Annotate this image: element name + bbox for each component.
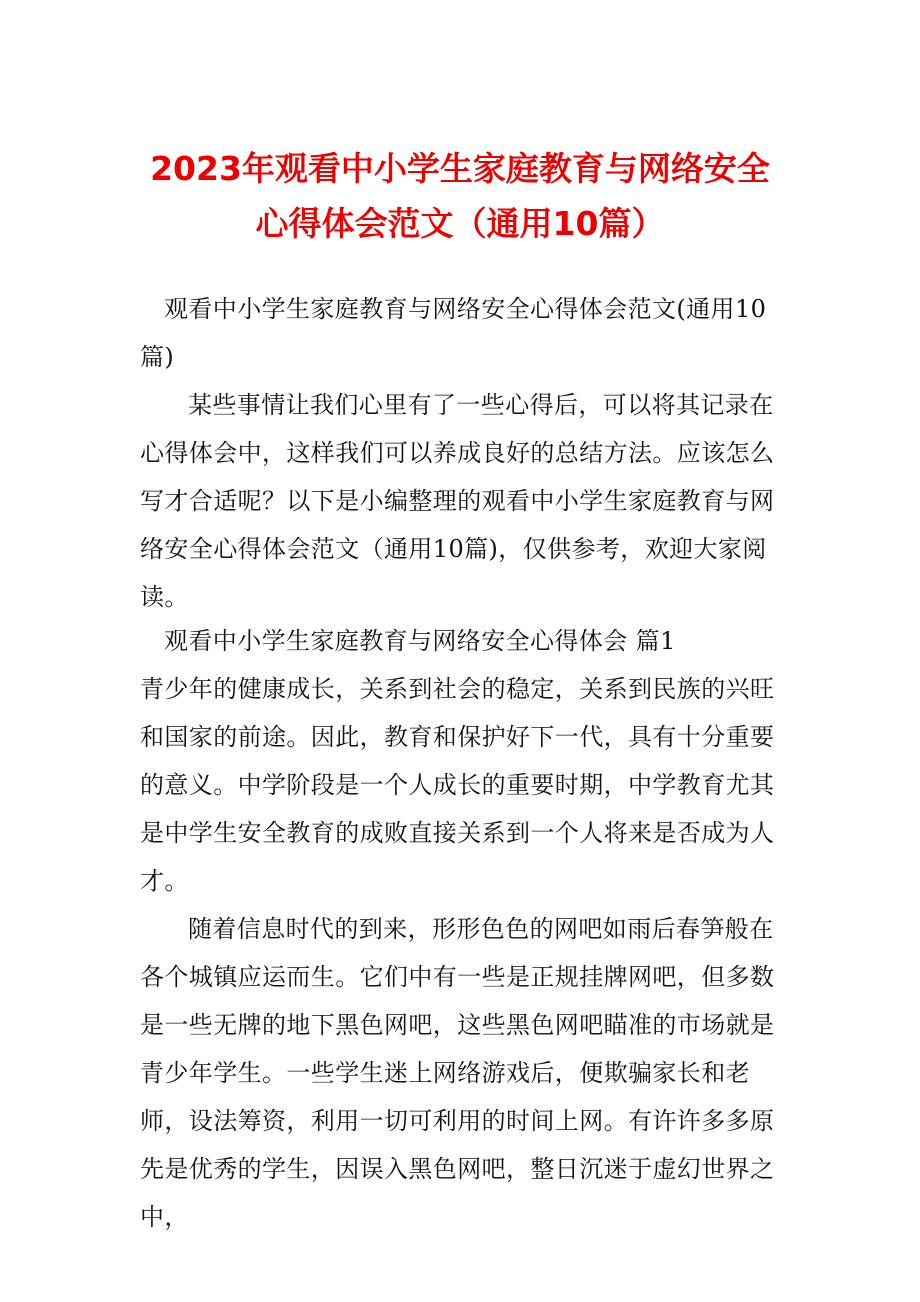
document-body-top <box>140 285 790 621</box>
document-title-line-1: 2023年观看中小学生家庭教育与网络安全 <box>150 149 770 188</box>
section-1-heading: 观看中小学生家庭教育与网络安全心得体会 篇1 <box>164 627 676 655</box>
document-title-line-2: 心得体会范文（通用10篇） <box>255 204 665 243</box>
document-body-section-1 <box>140 665 790 1241</box>
section-1-paragraph-1: 青少年的健康成长，关系到社会的稳定，关系到民族的兴旺和国家的前途。因此，教育和保护好下一代，具有十分重要的意义。中学阶段是一个人成长的重要时期，中学教育尤其是中学生安全教育的成败直接关系到一个人将来是否成为人才。 <box>140 675 775 895</box>
subtitle-paragraph: 观看中小学生家庭教育与网络安全心得体会范文(通用10篇) <box>140 295 767 371</box>
intro-paragraph: 某些事情让我们心里有了一些心得后，可以将其记录在心得体会中，这样我们可以养成良好的总结方法。应该怎么写才合适呢？以下是小编整理的观看中小学生家庭教育与网络安全心得体会范文（通用10篇)，仅供参考，欢迎大家阅读。 <box>140 391 775 611</box>
section-1-paragraph-2: 随着信息时代的到来，形形色色的网吧如雨后春笋般在各个城镇应运而生。它们中有一些是正规挂牌网吧，但多数是一些无牌的地下黑色网吧，这些黑色网吧瞄准的市场就是青少年学生。一些学生迷上网络游戏后，便欺骗家长和老师，设法筹资，利用一切可利用的时间上网。有许许多多原先是优秀的学生，因误入黑色网吧，整日沉迷于虚幻世界之中， <box>140 915 775 1231</box>
